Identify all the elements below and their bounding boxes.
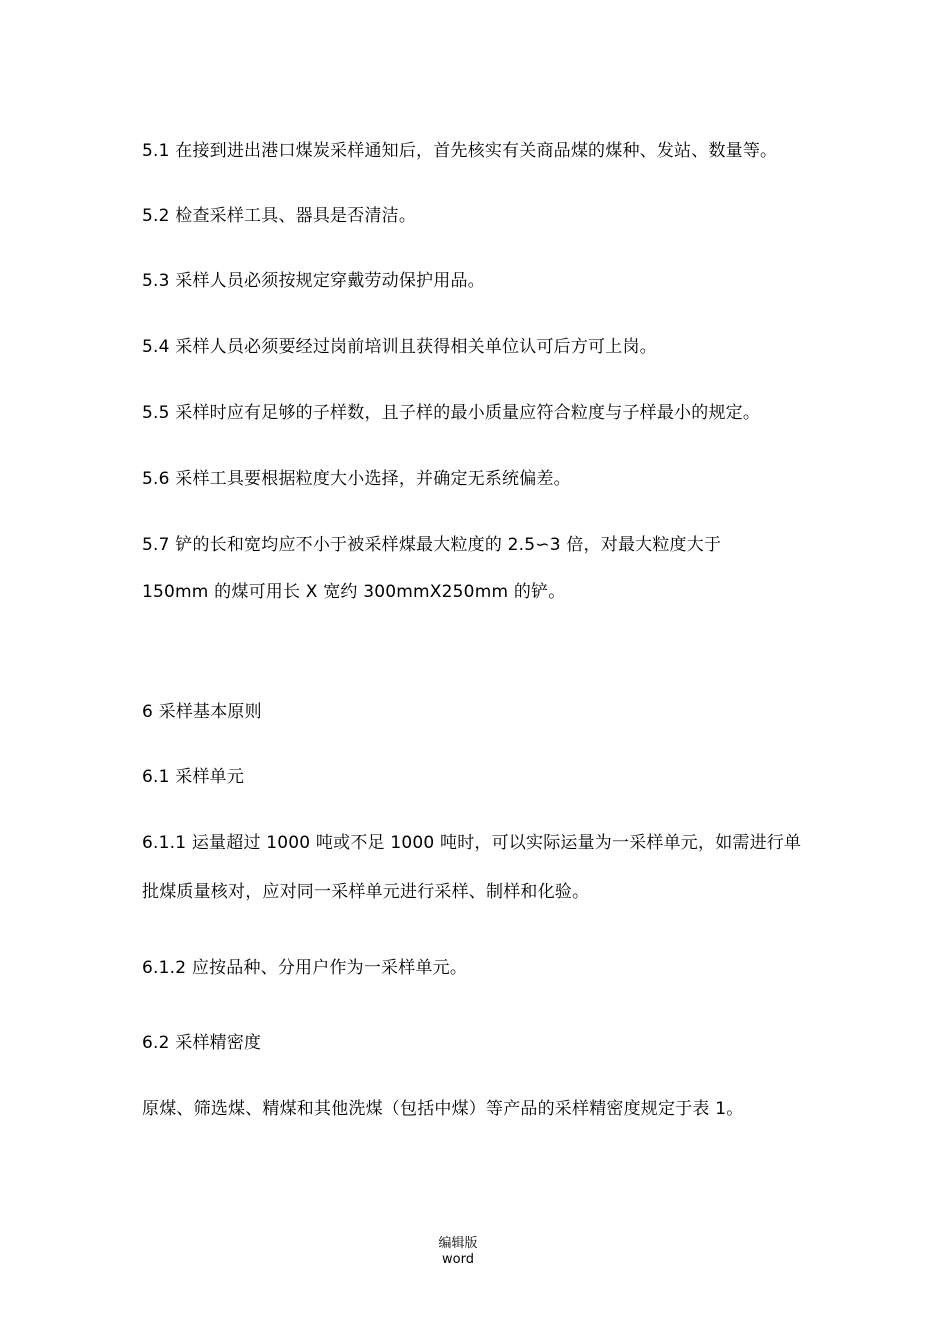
paragraph-5-2: 5.2 检查采样工具、器具是否清洁。 <box>142 206 417 226</box>
paragraph-5-6: 5.6 采样工具要根据粒度大小选择，并确定无系统偏差。 <box>142 469 571 489</box>
paragraph-6-1-1-line-1: 6.1.1 运量超过 1000 吨或不足 1000 吨时，可以实际运量为一采样单元，如需进行单 <box>142 833 802 853</box>
subsection-heading-6-1: 6.1 采样单元 <box>142 767 245 787</box>
footer-label: 编辑版 <box>438 1236 478 1251</box>
subsection-heading-6-2: 6.2 采样精密度 <box>142 1033 262 1053</box>
footer-word: word <box>442 1252 474 1267</box>
paragraph-6-1-2: 6.1.2 应按品种、分用户作为一采样单元。 <box>142 958 468 978</box>
paragraph-5-7-line-1: 5.7 铲的长和宽均应不小于被采样煤最大粒度的 2.5∽3 倍，对最大粒度大于 <box>142 535 722 555</box>
paragraph-5-4: 5.4 采样人员必须要经过岗前培训且获得相关单位认可后方可上岗。 <box>142 337 657 357</box>
paragraph-6-2: 原煤、筛选煤、精煤和其他洗煤（包括中煤）等产品的采样精密度规定于表 1。 <box>142 1099 744 1119</box>
paragraph-5-5: 5.5 采样时应有足够的子样数，且子样的最小质量应符合粒度与子样最小的规定。 <box>142 403 761 423</box>
paragraph-5-3: 5.3 采样人员必须按规定穿戴劳动保护用品。 <box>142 271 485 291</box>
paragraph-6-1-1-line-2: 批煤质量核对，应对同一采样单元进行采样、制样和化验。 <box>142 882 590 902</box>
section-heading-6: 6 采样基本原则 <box>142 702 262 722</box>
paragraph-5-7-line-2: 150mm 的煤可用长 X 宽约 300mmX250mm 的铲。 <box>142 582 566 602</box>
paragraph-5-1: 5.1 在接到进出港口煤炭采样通知后，首先核实有关商品煤的煤种、发站、数量等。 <box>142 141 778 161</box>
